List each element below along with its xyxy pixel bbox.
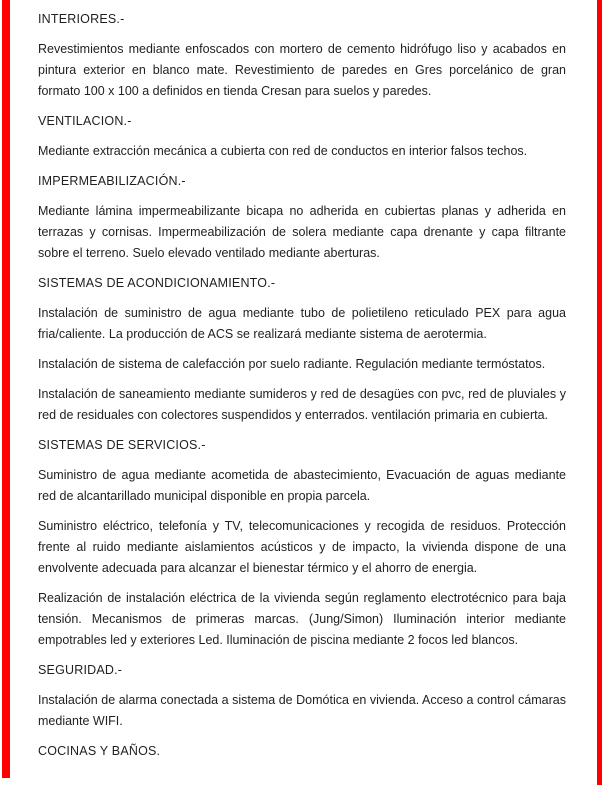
- section-heading: IMPERMEABILIZACIÓN.-: [38, 174, 186, 188]
- paragraph: Mediante extracción mecánica a cubierta con red de conductos en interior falsos techos.: [38, 144, 528, 158]
- paragraph: Instalación de suministro de agua mediante tubo de polietileno reticulado PEX para agua fria/caliente. La producción de ACS se realizará mediante sistema de aerotermia.: [38, 306, 566, 341]
- section-heading: COCINAS Y BAÑOS.: [38, 744, 161, 758]
- right-red-border: [597, 0, 602, 785]
- section-heading: INTERIORES.-: [38, 12, 125, 26]
- document-body: [38, 9, 566, 771]
- section-heading: VENTILACION.-: [38, 114, 132, 128]
- section-heading: SEGURIDAD.-: [38, 663, 123, 677]
- paragraph: Instalación de sistema de calefacción por suelo radiante. Regulación mediante termóstatos.: [38, 357, 546, 371]
- left-red-border: [2, 0, 10, 778]
- paragraph: Instalación de saneamiento mediante sumideros y red de desagües con pvc, red de pluviales y red de residuales con colectores suspendidos y enterrados. ventilación primaria en cubierta.: [38, 387, 566, 422]
- paragraph: Mediante lámina impermeabilizante bicapa no adherida en cubiertas planas y adherida en terrazas y cornisas. Impermeabilización de solera mediante capa drenante y capa filtrante sobre el terreno. Suelo elevado ventilado mediante aberturas.: [38, 204, 566, 260]
- paragraph: Suministro eléctrico, telefonía y TV, telecomunicaciones y recogida de residuos. Protección frente al ruido mediante aislamientos acústicos y de impacto, la vivienda dispone de una envolvente adecuada para alcanzar el bienestar térmico y el ahorro de energia.: [38, 519, 566, 575]
- paragraph: Revestimientos mediante enfoscados con mortero de cemento hidrófugo liso y acabados en pintura exterior en blanco mate. Revestimiento de paredes en Gres porcelánico de gran formato 100 x 100 a definidos en tienda Cresan para suelos y paredes.: [38, 42, 566, 98]
- paragraph: Suministro de agua mediante acometida de abastecimiento, Evacuación de aguas mediante red de alcantarillado municipal disponible en propia parcela.: [38, 468, 566, 503]
- section-heading: SISTEMAS DE ACONDICIONAMIENTO.-: [38, 276, 276, 290]
- section-heading: SISTEMAS DE SERVICIOS.-: [38, 438, 206, 452]
- paragraph: Realización de instalación eléctrica de la vivienda según reglamento electrotécnico para baja tensión. Mecanismos de primeras marcas. (Jung/Simon) Iluminación interior mediante empotrables led y exteriores Led. Iluminación de piscina mediante 2 focos led blancos.: [38, 591, 566, 647]
- paragraph: Instalación de alarma conectada a sistema de Domótica en vivienda. Acceso a control cámaras mediante WIFI.: [38, 693, 566, 728]
